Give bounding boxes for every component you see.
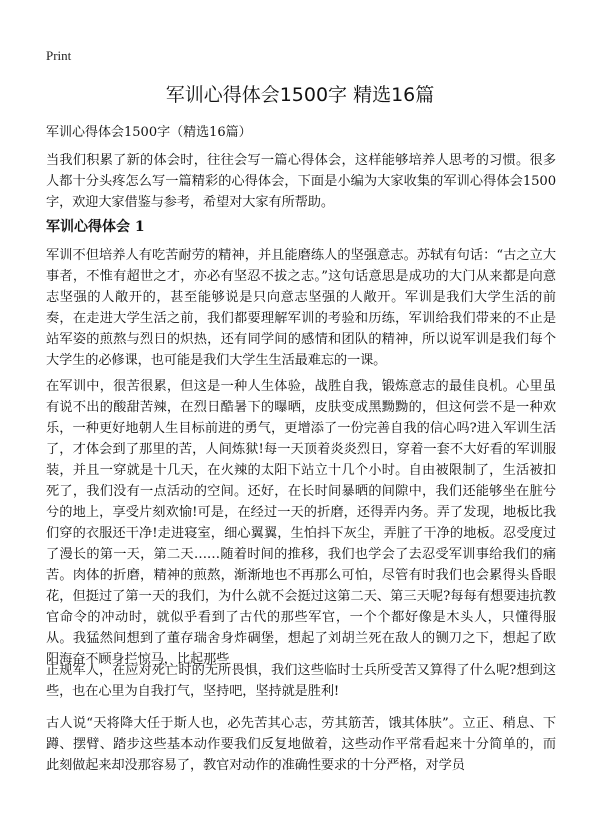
body-paragraph-3: 正规军人，在应对死亡时的无所畏惧，我们这些临时士兵所受苦又算得了什么呢?想到这些，也在心里为自我打气，坚持吧，坚持就是胜利! bbox=[46, 663, 556, 699]
document-subtitle: 军训心得体会1500字（精选16篇） bbox=[46, 125, 252, 140]
body-paragraph-2: 在军训中，很苦很累，但这是一种人生体验，战胜自我，锻炼意志的最佳良机。心里虽有说不出的酸甜苦辣，在烈日酷暑下的曝晒，皮肤变成黑黝黝的，但这何尝不是一种欢乐，一种更好地朝人生目标前进的勇气，更增添了一份完善自我的信心吗?进入军训生活了，才体会到了那里的苦，人间炼狱!每一天顶着炎炎烈日，穿着一套不大好看的军训服装，并且一穿就是十几天，在火辣的太阳下站立十几个小时。自由被限制了，生活被扣死了，我们没有一点活动的空间。还好，在长时间暴晒的间隙中，我们还能够坐在脏兮兮的地上，享受片刻欢愉!可是，在经过一天的折磨，还得弄内务。弄了发现，地板比我们穿的衣服还干净!走进寝室，细心翼翼，生怕抖下灰尘，弄脏了干净的地板。忍受度过了漫长的第一天，第二天……随着时间的推移，我们也学会了去忍受军训事给我们的痛苦。肉体的折磨，精神的煎熬，渐渐地也不再那么可怕，尽管有时我们也会累得头昏眼花，但挺过了第一天的我们，为什么就不会挺过这第二天、第三天呢?每每有想要违抗教官命令的冲动时，就似乎看到了古代的那些军官，一个个都好像是木头人，只懂得服从。我猛然间想到了董存瑞舍身炸碉堡，想起了刘胡兰死在敌人的铡刀之下，想起了欧阳海奋不顾身拦惊马，比起那些 bbox=[46, 379, 556, 667]
body-paragraph-4: 古人说“天将降大任于斯人也，必先苦其心志，劳其筋苦，饿其体肤”。立正、稍息、下蹲、摆臂、踏步这些基本动作要我们反复地做着，这些动作平常看起来十分简单的，而此刻做起来却没那容易了，教官对动作的准确性要求的十分严格，对学员 bbox=[46, 716, 556, 773]
section-heading: 军训心得体会 1 bbox=[46, 219, 145, 235]
print-label: Print bbox=[46, 48, 72, 63]
page-title: 军训心得体会1500字 精选16篇 bbox=[165, 84, 435, 106]
intro-paragraph: 当我们积累了新的体会时，往往会写一篇心得体会，这样能够培养人思考的习惯。很多人都十分头疼怎么写一篇精彩的心得体会，下面是小编为大家收集的军训心得体会1500字，欢迎大家借鉴与参考，希望对大家有所帮助。 bbox=[46, 153, 556, 210]
body-paragraph-1: 军训不但培养人有吃苦耐劳的精神，并且能磨练人的坚强意志。苏轼有句话：“古之立大事者，不惟有超世之才，亦必有坚忍不拔之志。”这句话意思是成功的大门从来都是向意志坚强的人敞开的，甚至能够说是只向意志坚强的人敞开。军训是我们大学生活的前奏，在走进大学生活之前，我们都要理解军训的考验和历练，军训给我们带来的不止是站军姿的煎熬与烈日的炽热，还有同学间的感情和团队的精神，所以说军训是我们每个大学生的必修课，也可能是我们大学生生活最难忘的一课。 bbox=[46, 248, 556, 368]
